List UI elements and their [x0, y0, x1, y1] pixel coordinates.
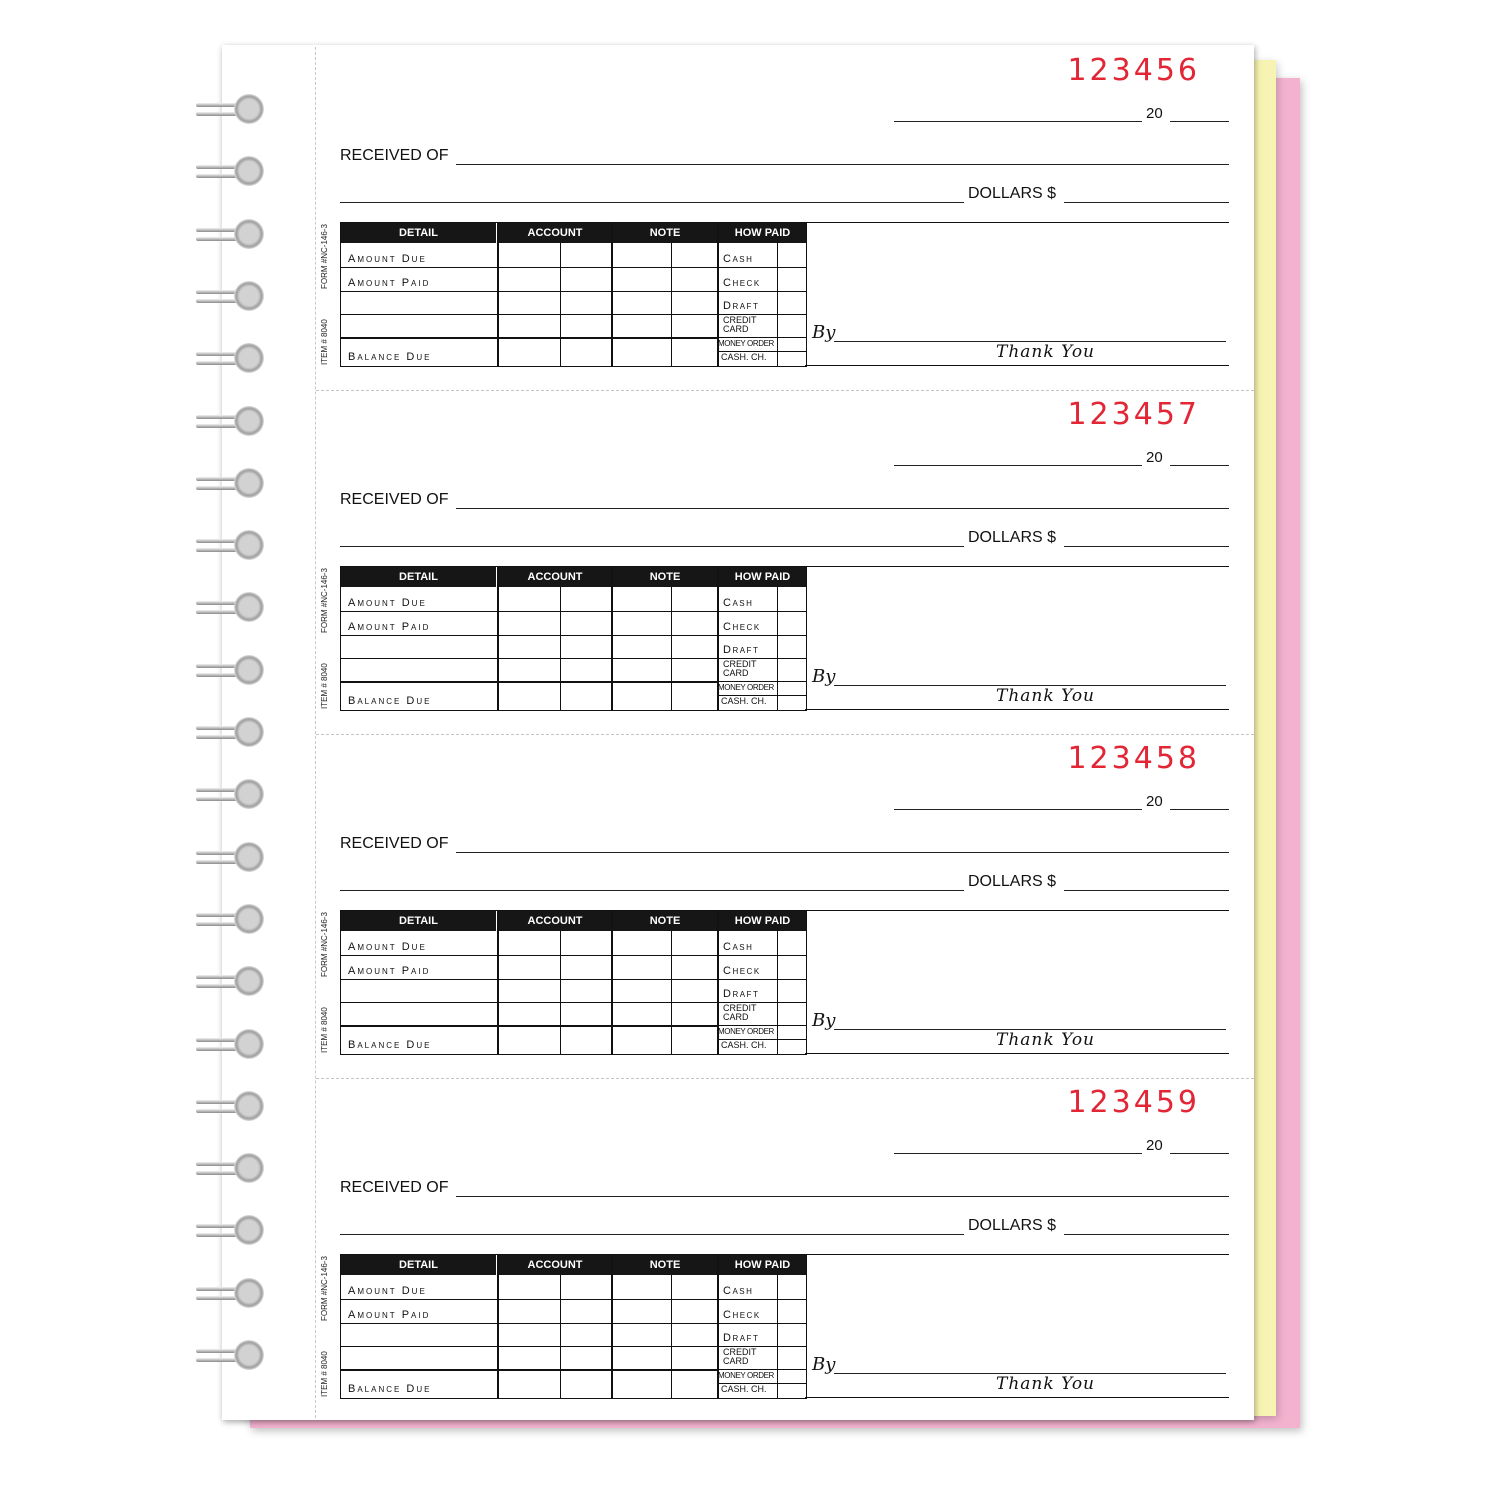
column-divider	[777, 1275, 778, 1398]
signature-box-top	[805, 222, 1229, 223]
signature-box-top	[805, 1254, 1229, 1255]
cashier-check-option-label: CASH. CH.	[721, 1040, 767, 1050]
column-divider	[671, 1275, 672, 1398]
receipt	[316, 47, 1254, 391]
receipt-number: 123457	[1067, 397, 1200, 432]
spiral-ring	[196, 902, 272, 938]
credit-card-option-label: CREDIT CARD	[723, 315, 757, 334]
credit-card-option-label: CREDIT CARD	[723, 1347, 757, 1366]
spiral-ring	[196, 715, 272, 751]
money-order-option-label: MONEY ORDER	[718, 1371, 774, 1380]
check-option-label: Check	[723, 965, 761, 977]
row-divider	[341, 979, 717, 980]
item-code-label: ITEM # 8040	[320, 1007, 329, 1053]
amount-words-field[interactable]	[340, 890, 964, 891]
spiral-ring	[196, 466, 272, 502]
column-header-account: ACCOUNT	[499, 223, 611, 243]
spiral-ring	[196, 1338, 272, 1374]
item-code-label: ITEM # 8040	[320, 663, 329, 709]
by-label: By	[812, 666, 836, 687]
form-code-label: FORM #NC-146-3	[320, 568, 329, 633]
signature-box-top	[805, 566, 1229, 567]
amount-words-field[interactable]	[340, 202, 964, 203]
spiral-ring	[196, 1213, 272, 1249]
column-divider	[497, 223, 499, 366]
spiral-ring	[196, 279, 272, 315]
signature-box-bottom	[805, 1053, 1229, 1054]
row-divider	[341, 955, 717, 956]
date-year-prefix: 20	[1146, 105, 1163, 122]
received-of-field[interactable]	[456, 1196, 1229, 1197]
column-header-account: ACCOUNT	[499, 1255, 611, 1275]
credit-card-option-label: CREDIT CARD	[723, 659, 757, 678]
column-header-note: NOTE	[613, 911, 717, 931]
row-divider	[341, 635, 717, 636]
receipt	[316, 1079, 1254, 1423]
column-header-detail: DETAIL	[341, 567, 496, 587]
column-divider	[497, 1255, 499, 1398]
form-code-label: FORM #NC-146-3	[320, 224, 329, 289]
spiral-ring	[196, 1276, 272, 1312]
amount-paid-label: Amount Paid	[348, 965, 431, 977]
dollars-amount-field[interactable]	[1064, 890, 1229, 891]
column-header-note: NOTE	[613, 223, 717, 243]
row-divider	[717, 635, 806, 636]
column-header-how-paid: HOW PAID	[719, 1255, 806, 1275]
credit-card-option-label: CREDIT CARD	[723, 1003, 757, 1022]
received-of-label: RECEIVED OF	[340, 147, 449, 164]
dollars-label: DOLLARS $	[968, 873, 1057, 890]
signature-box-top	[805, 910, 1229, 911]
date-year-field[interactable]	[1170, 121, 1229, 122]
column-divider	[560, 1275, 561, 1398]
column-divider	[777, 587, 778, 710]
amount-due-label: Amount Due	[348, 253, 427, 265]
receipt	[316, 391, 1254, 735]
balance-due-label: Balance Due	[348, 695, 432, 707]
thank-you-text: Thank You	[996, 1030, 1096, 1050]
spiral-ring	[196, 840, 272, 876]
by-label: By	[812, 1354, 836, 1375]
dollars-amount-field[interactable]	[1064, 546, 1229, 547]
spiral-ring	[196, 217, 272, 253]
date-year-field[interactable]	[1170, 1153, 1229, 1154]
thank-you-text: Thank You	[996, 1374, 1096, 1394]
column-divider	[611, 223, 613, 366]
spiral-ring	[196, 404, 272, 440]
row-divider	[341, 611, 717, 612]
column-divider	[611, 1255, 613, 1398]
amount-due-label: Amount Due	[348, 1285, 427, 1297]
cash-option-label: Cash	[723, 941, 754, 953]
row-divider	[717, 681, 806, 682]
received-of-field[interactable]	[456, 852, 1229, 853]
row-divider	[717, 1025, 806, 1026]
column-header-note: NOTE	[613, 1255, 717, 1275]
date-year-prefix: 20	[1146, 793, 1163, 810]
draft-option-label: Draft	[723, 1332, 760, 1344]
cash-option-label: Cash	[723, 253, 754, 265]
row-divider	[717, 979, 806, 980]
row-divider	[717, 291, 806, 292]
money-order-option-label: MONEY ORDER	[718, 683, 774, 692]
spiral-ring	[196, 590, 272, 626]
money-order-option-label: MONEY ORDER	[718, 1027, 774, 1036]
date-field[interactable]	[894, 121, 1142, 122]
column-divider	[497, 911, 499, 1054]
column-header-note: NOTE	[613, 567, 717, 587]
cashier-check-option-label: CASH. CH.	[721, 696, 767, 706]
row-divider	[341, 1346, 717, 1347]
spiral-ring	[196, 964, 272, 1000]
money-order-option-label: MONEY ORDER	[718, 339, 774, 348]
draft-option-label: Draft	[723, 644, 760, 656]
check-option-label: Check	[723, 277, 761, 289]
column-header-account: ACCOUNT	[499, 567, 611, 587]
spiral-ring	[196, 777, 272, 813]
cashier-check-option-label: CASH. CH.	[721, 352, 767, 362]
spiral-ring	[196, 1089, 272, 1125]
column-header-how-paid: HOW PAID	[719, 223, 806, 243]
check-option-label: Check	[723, 1309, 761, 1321]
row-divider	[717, 1369, 806, 1370]
signature-box-bottom	[805, 1397, 1229, 1398]
dollars-amount-field[interactable]	[1064, 202, 1229, 203]
amount-due-label: Amount Due	[348, 597, 427, 609]
row-divider	[717, 1323, 806, 1324]
spiral-ring	[196, 1027, 272, 1063]
column-header-account: ACCOUNT	[499, 911, 611, 931]
receipt-number: 123456	[1067, 53, 1200, 88]
column-divider	[777, 931, 778, 1054]
row-divider	[717, 955, 806, 956]
amount-paid-label: Amount Paid	[348, 1309, 431, 1321]
row-divider	[341, 1323, 717, 1324]
column-divider	[560, 931, 561, 1054]
payment-table	[340, 566, 807, 711]
draft-option-label: Draft	[723, 300, 760, 312]
signature-box-bottom	[805, 365, 1229, 366]
row-divider	[341, 314, 717, 315]
cash-option-label: Cash	[723, 1285, 754, 1297]
signature-box-bottom	[805, 709, 1229, 710]
dollars-label: DOLLARS $	[968, 1217, 1057, 1234]
balance-due-label: Balance Due	[348, 1039, 432, 1051]
row-divider	[341, 1025, 717, 1027]
column-divider	[671, 931, 672, 1054]
spiral-ring	[196, 653, 272, 689]
date-field[interactable]	[894, 809, 1142, 810]
column-header-how-paid: HOW PAID	[719, 911, 806, 931]
receipt	[316, 735, 1254, 1079]
date-year-prefix: 20	[1146, 449, 1163, 466]
row-divider	[717, 1299, 806, 1300]
row-divider	[341, 1002, 717, 1003]
column-divider	[671, 243, 672, 366]
date-year-prefix: 20	[1146, 1137, 1163, 1154]
row-divider	[341, 681, 717, 683]
received-of-field[interactable]	[456, 508, 1229, 509]
dollars-label: DOLLARS $	[968, 185, 1057, 202]
row-divider	[717, 267, 806, 268]
row-divider	[717, 611, 806, 612]
by-label: By	[812, 1010, 836, 1031]
row-divider	[341, 267, 717, 268]
payment-table	[340, 222, 807, 367]
received-of-label: RECEIVED OF	[340, 835, 449, 852]
date-field[interactable]	[894, 1153, 1142, 1154]
amount-words-field[interactable]	[340, 1234, 964, 1235]
draft-option-label: Draft	[723, 988, 760, 1000]
column-header-detail: DETAIL	[341, 911, 496, 931]
cash-option-label: Cash	[723, 597, 754, 609]
thank-you-text: Thank You	[996, 342, 1096, 362]
item-code-label: ITEM # 8040	[320, 1351, 329, 1397]
column-divider	[611, 567, 613, 710]
column-divider	[560, 587, 561, 710]
item-code-label: ITEM # 8040	[320, 319, 329, 365]
check-option-label: Check	[723, 621, 761, 633]
row-divider	[341, 1299, 717, 1300]
amount-due-label: Amount Due	[348, 941, 427, 953]
column-divider	[560, 243, 561, 366]
amount-paid-label: Amount Paid	[348, 277, 431, 289]
spiral-ring	[196, 1151, 272, 1187]
row-divider	[341, 291, 717, 292]
spiral-ring	[196, 528, 272, 564]
payment-table	[340, 910, 807, 1055]
row-divider	[341, 337, 717, 339]
spiral-ring	[196, 341, 272, 377]
spiral-ring	[196, 92, 272, 128]
date-year-field[interactable]	[1170, 465, 1229, 466]
column-header-how-paid: HOW PAID	[719, 567, 806, 587]
column-header-detail: DETAIL	[341, 1255, 496, 1275]
column-divider	[611, 911, 613, 1054]
form-code-label: FORM #NC-146-3	[320, 912, 329, 977]
form-code-label: FORM #NC-146-3	[320, 1256, 329, 1321]
received-of-label: RECEIVED OF	[340, 491, 449, 508]
balance-due-label: Balance Due	[348, 1383, 432, 1395]
payment-table	[340, 1254, 807, 1399]
spiral-ring	[196, 154, 272, 190]
row-divider	[341, 658, 717, 659]
received-of-field[interactable]	[456, 164, 1229, 165]
amount-words-field[interactable]	[340, 546, 964, 547]
cashier-check-option-label: CASH. CH.	[721, 1384, 767, 1394]
row-divider	[341, 1369, 717, 1371]
amount-paid-label: Amount Paid	[348, 621, 431, 633]
column-divider	[497, 567, 499, 710]
dollars-label: DOLLARS $	[968, 529, 1057, 546]
row-divider	[717, 337, 806, 338]
dollars-amount-field[interactable]	[1064, 1234, 1229, 1235]
column-header-detail: DETAIL	[341, 223, 496, 243]
by-label: By	[812, 322, 836, 343]
date-field[interactable]	[894, 465, 1142, 466]
date-year-field[interactable]	[1170, 809, 1229, 810]
receipt-number: 123459	[1067, 1085, 1200, 1120]
balance-due-label: Balance Due	[348, 351, 432, 363]
column-divider	[671, 587, 672, 710]
receipt-number: 123458	[1067, 741, 1200, 776]
column-divider	[777, 243, 778, 366]
thank-you-text: Thank You	[996, 686, 1096, 706]
received-of-label: RECEIVED OF	[340, 1179, 449, 1196]
